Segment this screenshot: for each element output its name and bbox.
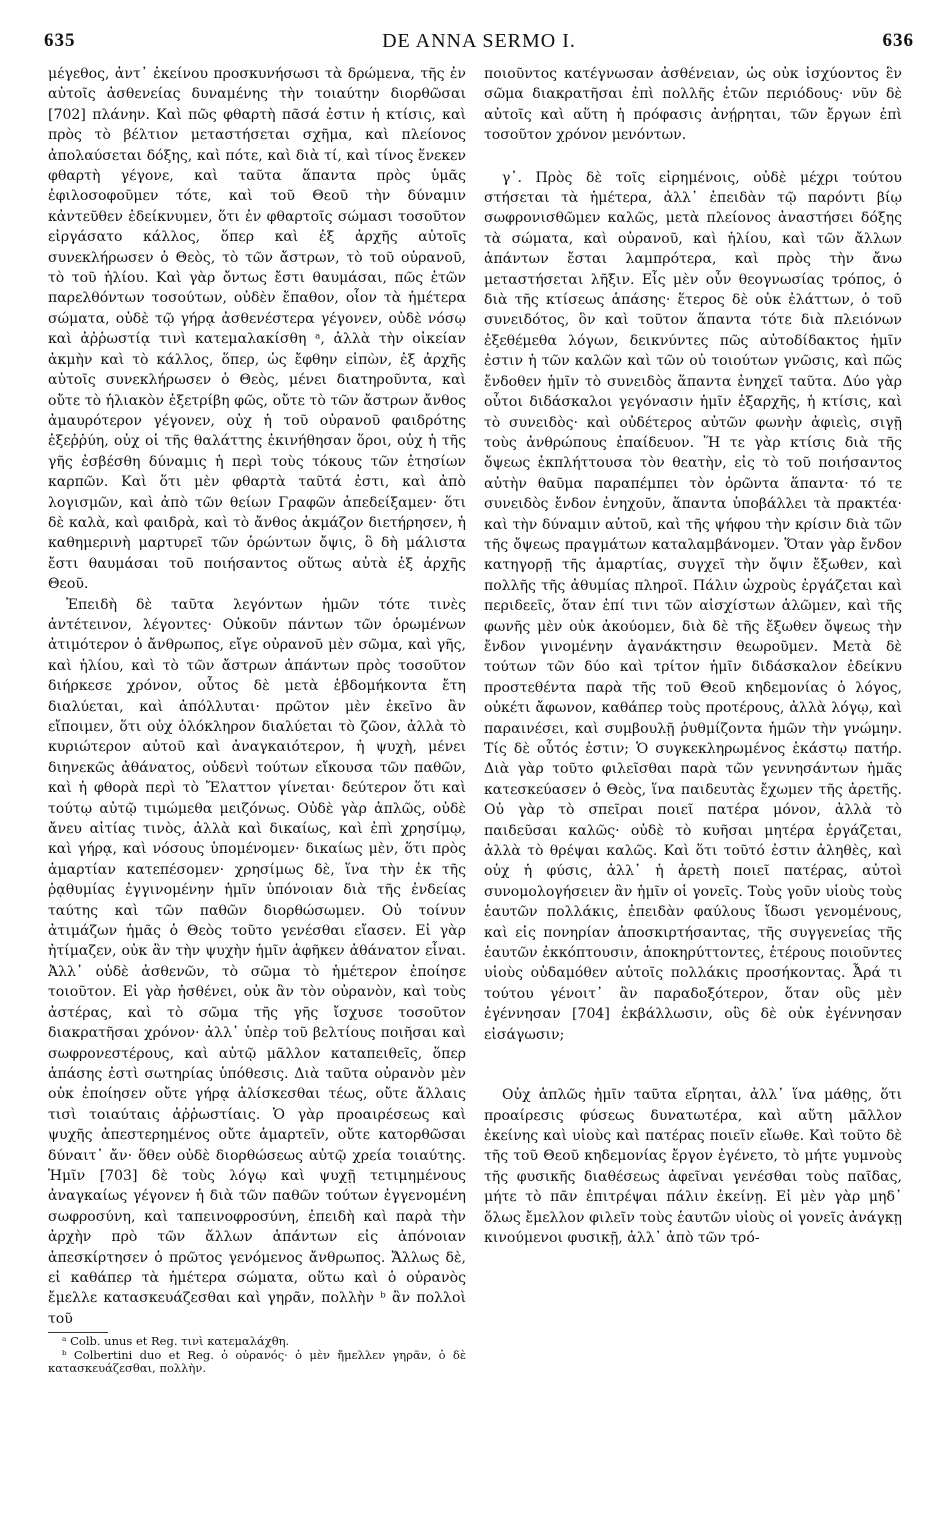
page-number-right: 636: [882, 30, 914, 51]
right-column: [484, 64, 902, 1514]
left-column: [48, 64, 466, 1489]
page-number-left: 635: [44, 30, 76, 51]
right-paragraph: Οὐχ ἁπλῶς ἡμῖν ταῦτα εἴρηται, ἀλλ᾽ ἵνα μάθῃς, ὅτι προαίρεσις φύσεως δυνατωτέρα, καὶ αὕτη μᾶλλον ἐκείνης καὶ υἱοὺς καὶ πατέρας ποιεῖν εἴωθε. Καὶ τοῦτο δὲ τῆς τοῦ Θεοῦ κηδεμονίας ἔργον ἐγένετο, τὸ μήτε γυμνοὺς τῆς φυσικῆς διαθέσεως ἀφεῖναι γενέσθαι τοὺς παῖδας, μήτε τὸ πᾶν ἐπιτρέψαι πάλιν ἐκείνῃ. Εἰ μὲν γὰρ μηδ᾽ ὅλως ἔμελλον φιλεῖν τοὺς ἑαυτῶν υἱοὺς οἱ γονεῖς ἀνάγκῃ κινούμενοι φυσικῇ, ἀλλ᾽ ἀπὸ τῶν τρό-: [484, 1087, 902, 1246]
footnote-divider: [48, 1332, 108, 1333]
running-title: DE ANNA SERMO I.: [382, 30, 576, 52]
footnote: ᵇ Colbertini duo et Reg. ὁ οὐρανός· ὁ μὲν ἤμελλεν γηρᾶν, ὁ δὲ κατασκευάζεσθαι, πολλὴν.: [48, 1347, 466, 1376]
page-header: [44, 30, 914, 58]
footnotes: [48, 1335, 466, 1376]
left-paragraph: μέγεθος, ἀντ᾽ ἐκείνου προσκυνήσωσι τὰ δρώμενα, τῆς ἐν αὐτοῖς ἀσθενείας δυναμένης τὴν τοιαύτην διορθῶσαι [702] πλάνην. Καὶ πῶς φθαρτὴ πᾶσά ἐστιν ἡ κτίσις, καὶ πρὸς τὸ βέλτιον μεταστήσεται σχῆμα, καὶ πλείονος ἀπολαύσεται δόξης, καὶ πότε, καὶ διὰ τί, καὶ τίνος ἕνεκεν φθαρτὴ γέγονε, καὶ ταῦτα ἅπαντα πρὸς ὑμᾶς ἐφιλοσοφοῦμεν τότε, καὶ τοῦ Θεοῦ τὴν δύναμιν κἀντεῦθεν ἐδείκνυμεν, ὅτι ἐν φθαρτοῖς σώμασι τοσοῦτον εἰργάσατο κάλλος, ὅπερ καὶ ἐξ ἀρχῆς αὐτοῖς συνεκλήρωσεν ὁ Θεὸς, τὸ τῶν ἄστρων, τὸ τοῦ οὐρανοῦ, τὸ τοῦ ἡλίου. Καὶ γὰρ ὄντως ἔστι θαυμάσαι, πῶς ἐτῶν παρελθόντων τοσούτων, οὐδὲν ἔπαθον, οἷον τὰ ἡμέτερα σώματα, οὐδὲ τῷ γήρᾳ ἀσθενέστερα γέγονεν, οὐδὲ νόσῳ καὶ ἀῤῥωστίᾳ τινὶ κατεμαλακίσθη ᵃ, ἀλλὰ τὴν οἰκείαν ἀκμὴν καὶ τὸ κάλλος, ὅπερ, ὡς ἔφθην εἰπὼν, ἐξ ἀρχῆς αὐτοῖς συνεκλήρωσεν ὁ Θεὸς, μένει διατηροῦντα, καὶ οὔτε τὸ ἡλιακὸν ἐξετρίβη φῶς, οὔτε τὸ τῶν ἄστρων ἄνθος ἀμαυρότερον γέγονεν, οὐχ ἡ τοῦ οὐρανοῦ φαιδρότης ἐξεῤῥύη, οὐχ οἱ τῆς θαλάττης ἐκινήθησαν ὅροι, οὐχ ἡ τῆς γῆς ἐσβέσθη δύναμις ἡ περὶ τοὺς τόκους τῶν ἐτησίων καρπῶν. Καὶ ὅτι μὲν φθαρτὰ ταῦτά ἐστι, καὶ ἀπὸ λογισμῶν, καὶ ἀπὸ τῶν θείων Γραφῶν ἀπεδείξαμεν· ὅτι δὲ καλὰ, καὶ φαιδρὰ, καὶ τὸ ἄνθος ἀκμάζον διετήρησεν, ἡ καθημερινὴ μαρτυρεῖ τῶν ὁρώντων ὄψις, ὃ δὴ μάλιστα ἔστι θαυμάσαι τοῦ ποιήσαντος οὕτως αὐτὰ ἐξ ἀρχῆς Θεοῦ.: [48, 66, 466, 593]
left-paragraph: Ἐπειδὴ δὲ ταῦτα λεγόντων ἡμῶν τότε τινὲς ἀντέτεινον, λέγοντες· Οὐκοῦν πάντων τῶν ὁρωμένων ἀτιμότερον ὁ ἄνθρωπος, εἴγε οὐρανοῦ μὲν σῶμα, καὶ γῆς, καὶ ἡλίου, καὶ τὸ τῶν ἄστρων ἁπάντων πρὸς τοσοῦτον διήρκεσε χρόνον, οὗτος δὲ μετὰ ἑβδομήκοντα ἔτη διαλύεται, καὶ ἀπόλλυται· πρῶτον μὲν ἐκεῖνο ἂν εἴποιμεν, ὅτι οὐχ ὁλόκληρον διαλύεται τὸ ζῶον, ἀλλὰ τὸ κυριώτερον αὐτοῦ καὶ ἀναγκαιότερον, ἡ ψυχὴ, μένει διηνεκῶς ἀθάνατος, οὐδενὶ τούτων εἴκουσα τῶν παθῶν, καὶ ἡ φθορὰ περὶ τὸ Ἔλαττον γίνεται· δεύτερον ὅτι καὶ τούτῳ αὐτῷ τιμώμεθα μειζόνως. Οὐδὲ γὰρ ἁπλῶς, οὐδὲ ἄνευ αἰτίας τινὸς, ἀλλὰ καὶ δικαίως, καὶ ἐπὶ χρησίμῳ, καὶ γήρᾳ, καὶ νόσους ὑπομένομεν· δικαίως μὲν, ὅτι πρὸς ἁμαρτίαν κατεπέσομεν· χρησίμως δὲ, ἵνα τὴν ἐκ τῆς ῥᾳθυμίας ἐγγινομένην ἡμῖν ὑπόνοιαν διὰ τῆς ἐνδείας ταύτης καὶ τῶν παθῶν διορθώσωμεν. Οὐ τοίνυν ἀτιμάζων ἡμᾶς ὁ Θεὸς τοῦτο γενέσθαι εἴασεν. Εἰ γὰρ ἠτίμαζεν, οὐκ ἂν τὴν ψυχὴν ἡμῖν ἀφῆκεν ἀθάνατον εἶναι. Ἀλλ᾽ οὐδὲ ἀσθενῶν, τὸ σῶμα τὸ ἡμέτερον ἐποίησε τοιοῦτον. Εἰ γὰρ ἠσθένει, οὐκ ἂν τὸν οὐρανὸν, καὶ τοὺς ἀστέρας, καὶ τὸ σῶμα τῆς γῆς ἴσχυσε τοσοῦτον διακρατῆσαι χρόνον· ἀλλ᾽ ὑπὲρ τοῦ βελτίους ποιῆσαι καὶ σωφρονεστέρους, καὶ αὐτῷ μᾶλλον καταπειθεῖς, ὅπερ ἁπάσης ἐστὶ σωτηρίας ὑπόθεσις. Διὰ ταῦτα οὐρανὸν μὲν οὐκ ἐποίησεν οὔτε γήρᾳ ἁλίσκεσθαι τέως, οὔτε ἄλλαις τισὶ τοιαύταις ἀῤῥωστίαις. Ὁ γὰρ προαιρέσεως καὶ ψυχῆς ἀπεστερημένος οὔτε ἁμαρτεῖν, οὔτε κατορθῶσαι δύναιτ᾽ ἄν· ὅθεν οὐδὲ διορθώσεως αὐτῷ χρεία τοιαύτης. Ἡμῖν [703] δὲ τοὺς λόγῳ καὶ ψυχῇ τετιμημένους ἀναγκαίως γέγονεν ἡ διὰ τῶν παθῶν τούτων ἐγγενομένη σωφροσύνη, καὶ ταπεινοφροσύνη, ἐπειδὴ καὶ παρὰ τὴν ἀρχὴν πρὸ τῶν ἄλλων ἁπάντων εἰς ἀπόνοιαν ἀπεσκίρτησεν ὁ πρῶτος γενόμενος ἄνθρωπος. Ἄλλως δὲ, εἰ καθάπερ τὰ ἡμέτερα σώματα, οὕτω καὶ ὁ οὐρανὸς ἔμελλε κατασκευάζεσθαι καὶ γηρᾶν, πολλὴν ᵇ ἂν πολλοὶ τοῦ: [48, 596, 466, 1327]
section-paragraph: γ᾽. Πρὸς δὲ τοῖς εἰρημένοις, οὐδὲ μέχρι τούτου στήσεται τὰ ἡμέτερα, ἀλλ᾽ ἐπειδὰν τῷ παρόντι βίῳ σωφρονισθῶμεν καλῶς, μετὰ πλείονος ἀναστήσει δόξης τὰ σώματα, καὶ οὐρανοῦ, καὶ ἡλίου, καὶ τῶν ἄλλων ἁπάντων ἔσται λαμπρότερα, καὶ πρὸς τὴν ἄνω μεταστήσεται λῆξιν. Εἷς μὲν οὖν θεογνωσίας τρόπος, ὁ διὰ τῆς κτίσεως ἁπάσης· ἕτερος δὲ οὐκ ἐλάττων, ὁ τοῦ συνειδότος, ὃν καὶ τοῦτον ἅπαντα τότε διὰ πλειόνων ἐξεθέμεθα λόγων, δεικνύντες πῶς αὐτοδίδακτος ἡμῖν ἐστιν ἡ τῶν καλῶν καὶ τῶν οὐ τοιούτων γνῶσις, καὶ πῶς ἔνδοθεν ἡμῖν τὸ συνειδὸς ἅπαντα ἐνηχεῖ ταῦτα. Δύο γὰρ οὗτοι διδάσκαλοι γεγόνασιν ἡμῖν ἐξαρχῆς, ἡ κτίσις, καὶ τὸ συνειδὸς· καὶ οὐδέτερος αὐτῶν φωνὴν ἀφιεὶς, σιγῇ τοὺς ἀνθρώπους ἐπαίδευον. Ἥ τε γὰρ κτίσις διὰ τῆς ὄψεως ἐκπλήττουσα τὸν θεατὴν, εἰς τὸ τοῦ ποιήσαντος αὐτὴν θαῦμα παραπέμπει τὸν ὁρῶντα ἅπαντα· τό τε συνειδὸς ἔνδον ἐνηχοῦν, ἅπαντα ὑποβάλλει τὰ πρακτέα· καὶ τὴν δύναμιν αὐτοῦ, καὶ τῆς ψήφου τὴν κρίσιν διὰ τῶν τῆς ὄψεως πραγμάτων καταλαμβάνομεν. Ὅταν γὰρ ἔνδον κατηγορῇ τῆς ἁμαρτίας, συγχεῖ τὴν ὄψιν ἔξωθεν, καὶ πολλῆς τῆς ἀθυμίας πληροῖ. Πάλιν ὠχροὺς ἐργάζεται καὶ περιδεεῖς, ὅταν ἐπί τινι τῶν αἰσχίστων ἁλῶμεν, καὶ τῆς φωνῆς μὲν οὐκ ἀκούομεν, διὰ δὲ τῆς ἔξωθεν ὄψεως τὴν ἔνδον γινομένην ἀγανάκτησιν θεωροῦμεν. Μετὰ δὲ τούτων τῶν δύο καὶ τρίτον ἡμῖν διδάσκαλον ἐδείκνυ προστεθέντα παρὰ τῆς τοῦ Θεοῦ κηδεμονίας ὁ λόγος, οὐκέτι ἄφωνον, καθάπερ τοὺς προτέρους, ἀλλὰ λόγῳ, καὶ παραινέσει, καὶ συμβουλῇ ῥυθμίζοντα ἡμῶν τὴν γνώμην. Τίς δὲ οὗτός ἐστιν; Ὁ συγκεκληρωμένος ἑκάστῳ πατήρ. Διὰ γὰρ τοῦτο φιλεῖσθαι παρὰ τῶν γεννησάντων ἡμᾶς κατεσκεύασεν ὁ Θεὸς, ἵνα παιδευτὰς ἔχωμεν τῆς ἀρετῆς. Οὐ γὰρ τὸ σπεῖραι ποιεῖ πατέρα μόνον, ἀλλὰ τὸ παιδεῦσαι καλῶς· οὐδὲ τὸ κυῆσαι μητέρα ἐργάζεται, ἀλλὰ τὸ θρέψαι καλῶς. Καὶ ὅτι τοῦτό ἐστιν ἀληθὲς, καὶ οὐχ ἡ φύσις, ἀλλ᾽ ἡ ἀρετὴ ποιεῖ πατέρας, αὐτοὶ συνομολογήσειεν ἂν ἡμῖν οἱ γονεῖς. Τοὺς γοῦν υἱοὺς τοὺς ἑαυτῶν πολλάκις, ἐπειδὰν φαύλους ἴδωσι γενομένους, καὶ εἰς πονηρίαν ἀποσκιρτήσαντας, τῆς συγγενείας τῆς ἑαυτῶν ἐκκόπτουσιν, ἀποκηρύττοντες, ἑτέρους ποιοῦντες υἱοὺς οὐδαμόθεν αὐτοῖς πολλάκις προσήκοντας. Ἆρά τι τούτου γένοιτ᾽ ἂν παραδοξότερον, ὅταν οὓς μὲν ἐγέννησαν [704] ἐκβάλλωσιν, οὓς δὲ οὐκ ἐγέννησαν εἰσάγωσιν;: [484, 169, 902, 1043]
footnote: ᵃ Colb. unus et Reg. τινὶ κατεμαλάχθη.: [62, 1334, 290, 1349]
right-paragraph: ποιοῦντος κατέγνωσαν ἀσθένειαν, ὡς οὐκ ἰσχύοντος ἓν σῶμα διακρατῆσαι ἐπὶ πολλῆς ἐτῶν περιόδους· νῦν δὲ αὐτοῖς καὶ αὕτη ἡ πρόφασις ἀνῄρηται, τῶν ἔργων ἐπὶ τοσοῦτον χρόνον μενόντων.: [484, 66, 902, 144]
